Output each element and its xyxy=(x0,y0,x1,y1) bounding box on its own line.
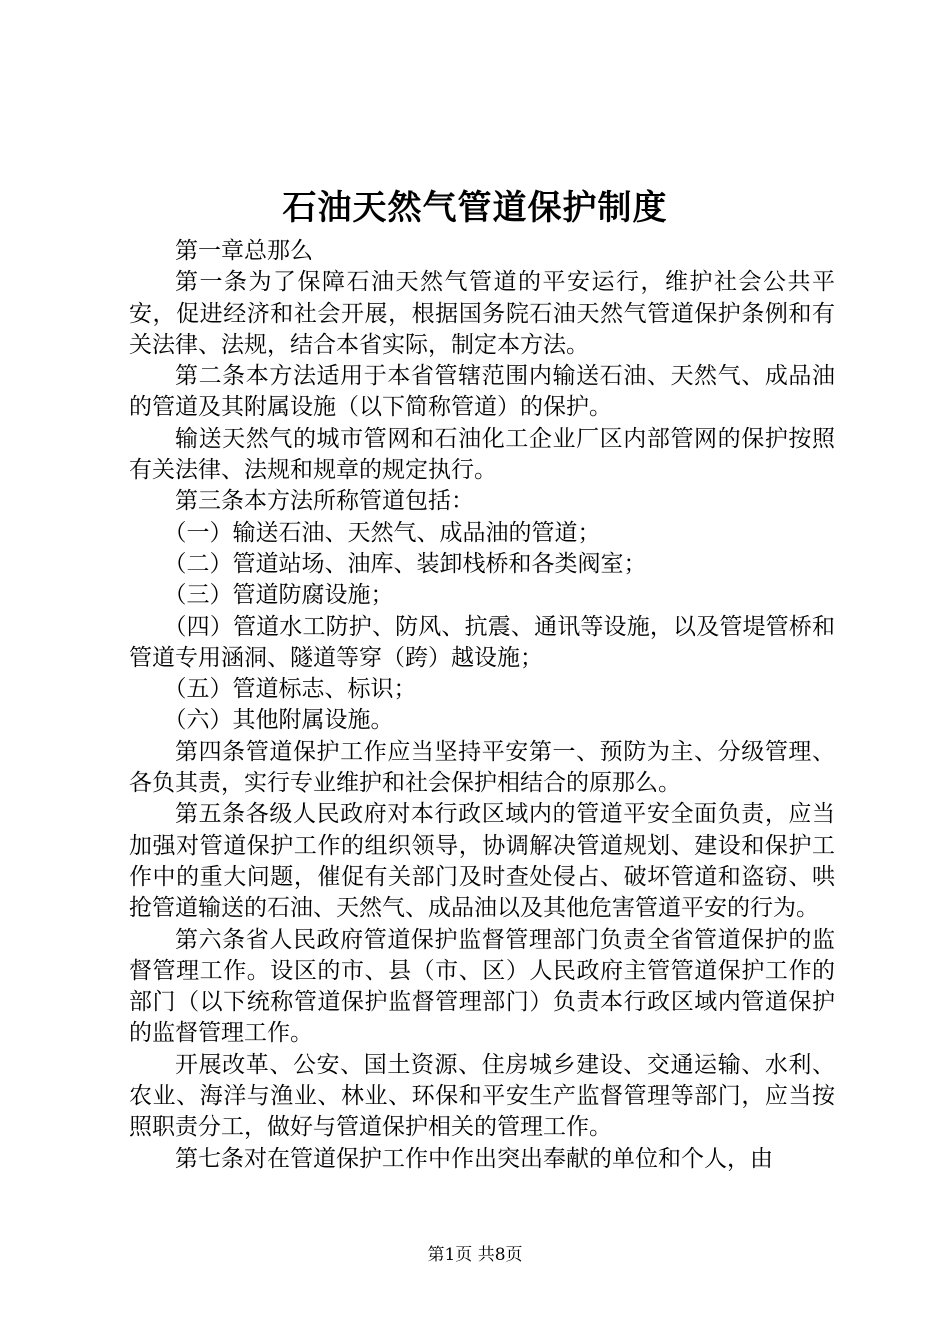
list-item: （五）管道标志、标识； xyxy=(163,676,417,703)
paragraph: 第四条管道保护工作应当坚持平安第一、预防为主、分级管理、各负其责，实行专业维护和社会保护相结合的原那么。 xyxy=(129,738,835,797)
list-item: （六）其他附属设施。 xyxy=(163,707,394,734)
document-title: 石油天然气管道保护制度 xyxy=(282,188,668,228)
paragraph: 第六条省人民政府管道保护监督管理部门负责全省管道保护的监督管理工作。设区的市、县（市、区）人民政府主管管道保护工作的部门（以下统称管道保护监督管理部门）负责本行政区域内管道保护的监督管理工作。 xyxy=(129,926,835,1047)
list-item: （四）管道水工防护、防风、抗震、通讯等设施，以及管堤管桥和管道专用涵洞、隧道等穿（跨）越设施； xyxy=(129,613,835,671)
paragraph: 第一条为了保障石油天然气管道的平安运行，维护社会公共平安，促进经济和社会开展，根据国务院石油天然气管道保护条例和有关法律、法规，结合本省实际，制定本方法。 xyxy=(129,269,835,358)
list-item: （一）输送石油、天然气、成品油的管道； xyxy=(163,519,601,546)
paragraph: 输送天然气的城市管网和石油化工企业厂区内部管网的保护按照有关法律、法规和规章的规定执行。 xyxy=(129,425,835,484)
page-number: 第1页 共8页 xyxy=(427,1245,523,1265)
paragraph: 第五条各级人民政府对本行政区域内的管道平安全面负责，应当加强对管道保护工作的组织领导，协调解决管道规划、建设和保护工作中的重大问题，催促有关部门及时查处侵占、破坏管道和盗窃、哄抢管道输送的石油、天然气、成品油以及其他危害管道平安的行为。 xyxy=(129,801,835,922)
document-body xyxy=(129,236,835,1175)
paragraph: 开展改革、公安、国土资源、住房城乡建设、交通运输、水利、农业、海洋与渔业、林业、环保和平安生产监督管理等部门，应当按照职责分工，做好与管道保护相关的管理工作。 xyxy=(129,1051,835,1141)
paragraph: 第一章总那么 xyxy=(175,238,313,264)
paragraph: 第三条本方法所称管道包括： xyxy=(175,488,474,515)
paragraph: 第二条本方法适用于本省管辖范围内输送石油、天然气、成品油的管道及其附属设施（以下简称管道）的保护。 xyxy=(129,363,835,421)
list-item: （三）管道防腐设施； xyxy=(163,582,394,609)
paragraph: 第七条对在管道保护工作中作出突出奉献的单位和个人，由 xyxy=(175,1145,773,1172)
list-item: （二）管道站场、油库、装卸栈桥和各类阀室； xyxy=(163,550,647,577)
